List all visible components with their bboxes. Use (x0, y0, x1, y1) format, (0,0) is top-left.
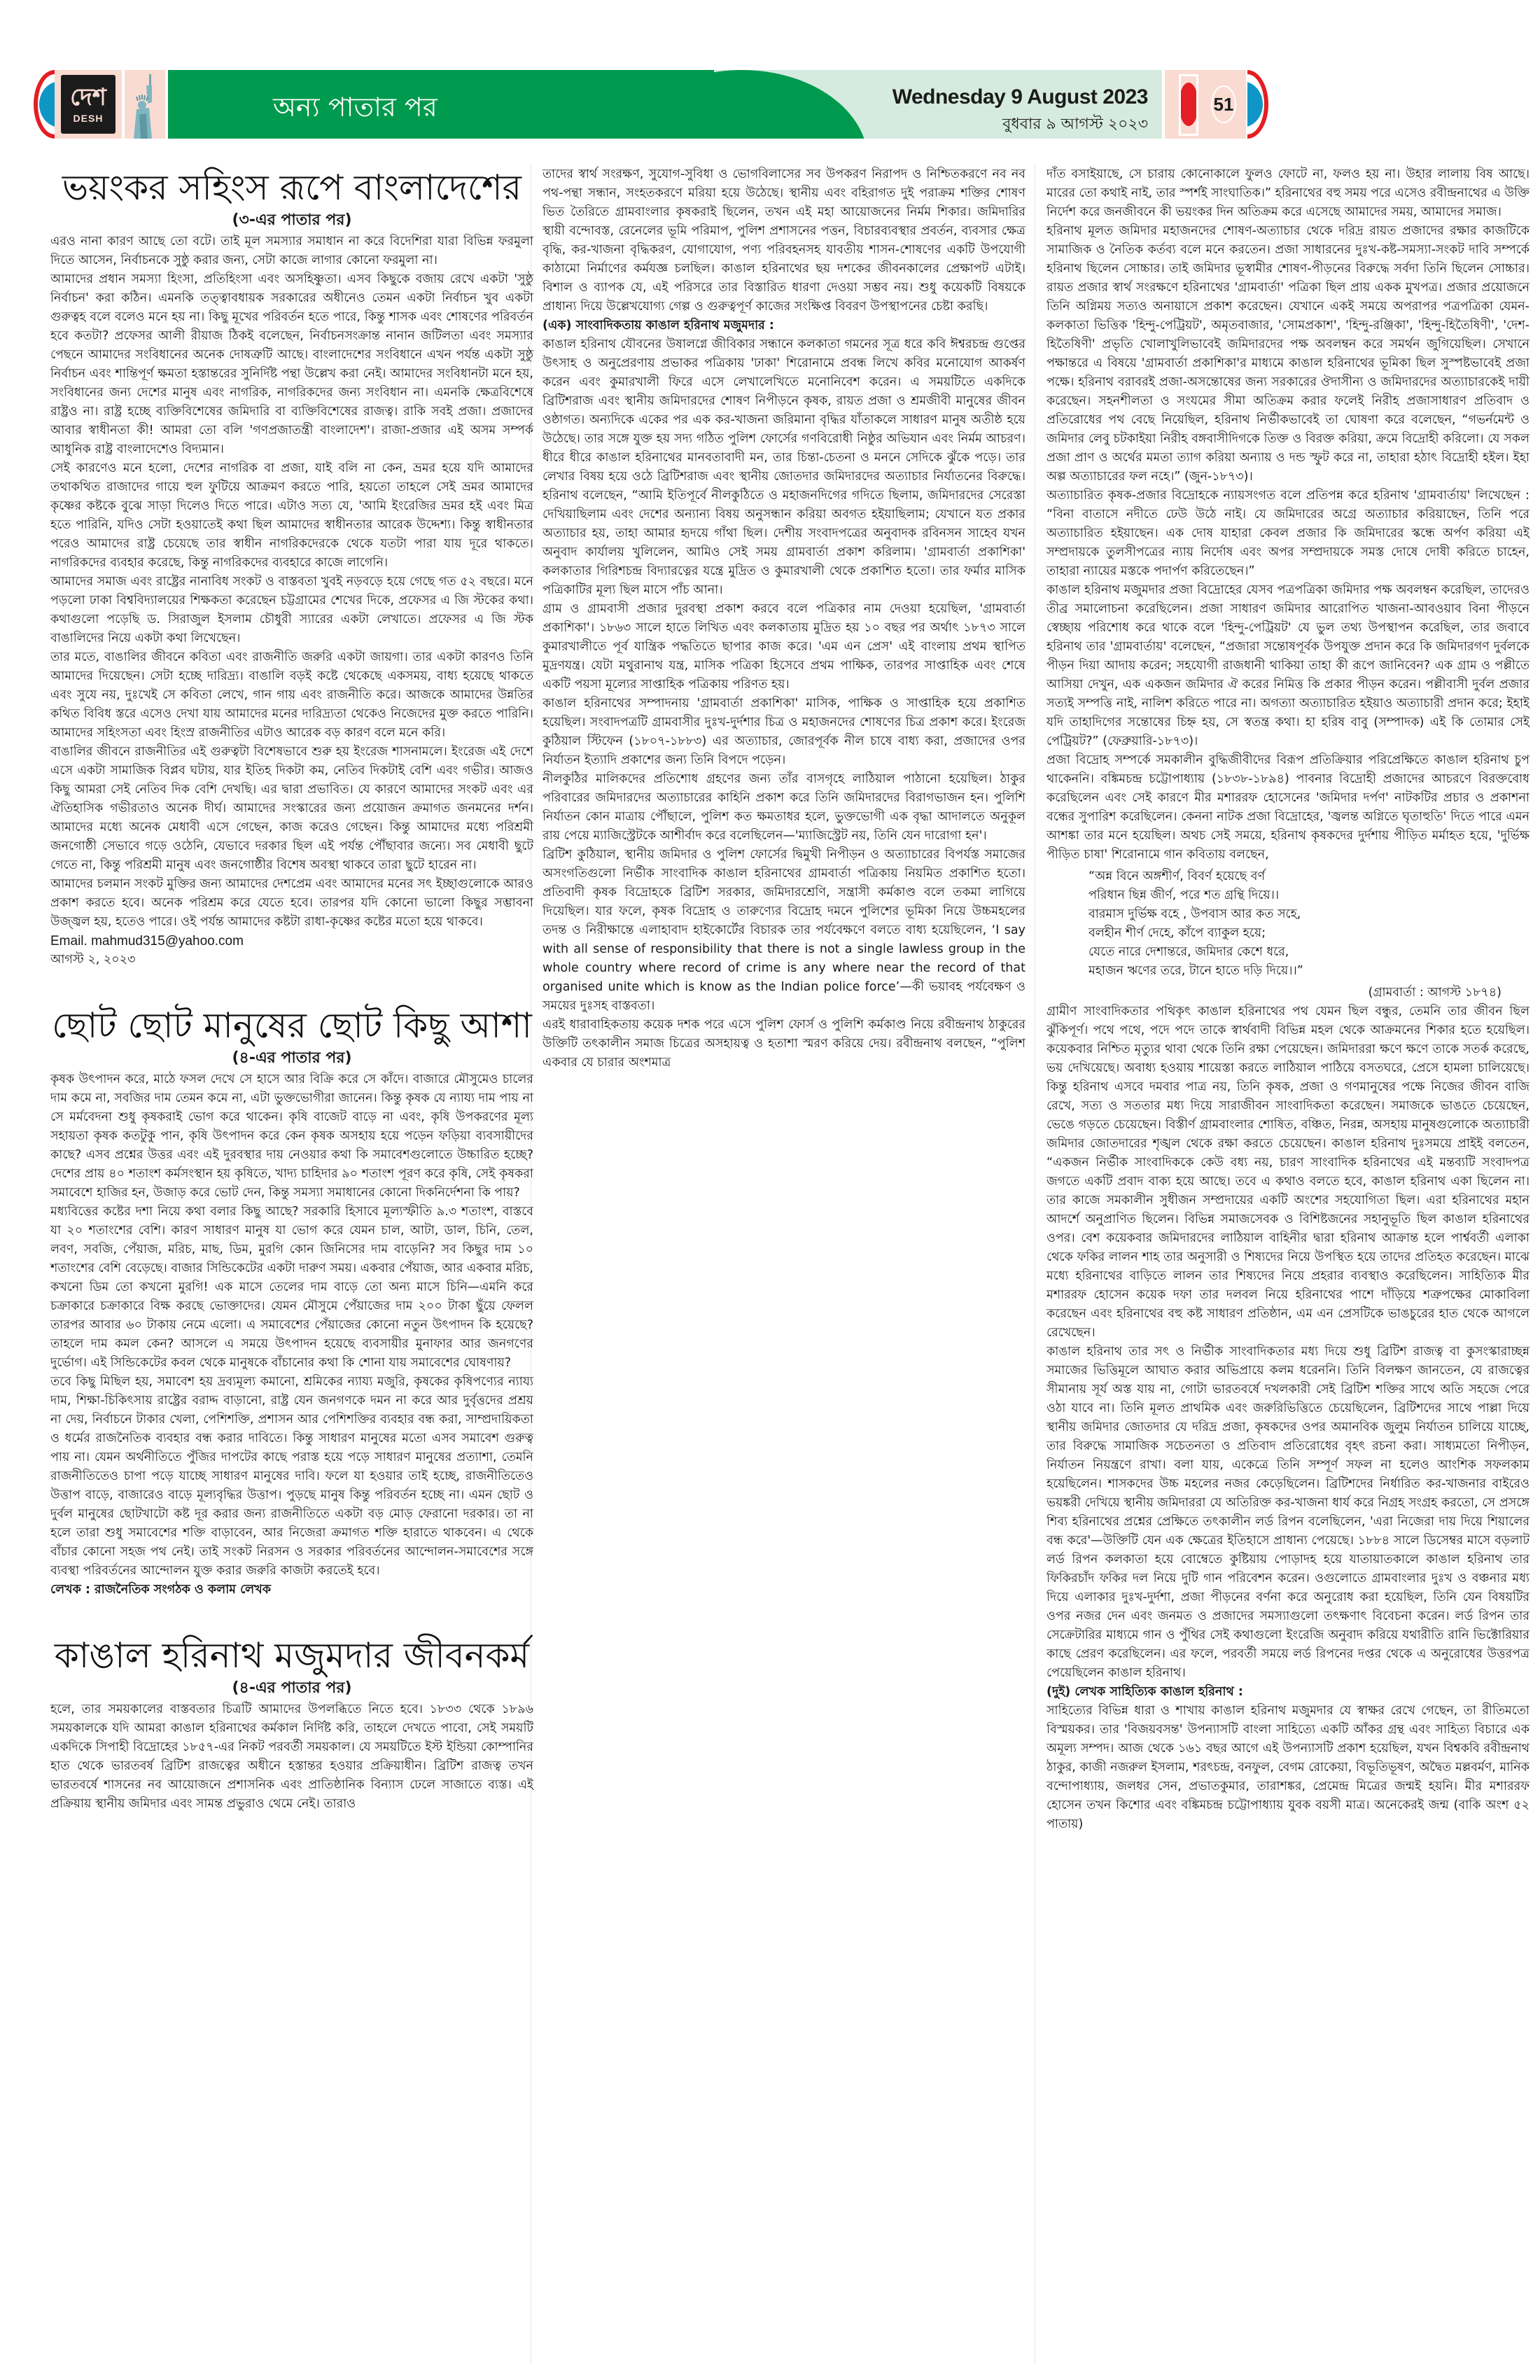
column-2 (542, 165, 1026, 1072)
article-paragraph: প্রজা বিদ্রোহ সম্পর্কে সমকালীন বুদ্ধিজীবীদের বিরূপ প্রতিক্রিয়ার পরিপ্রেক্ষিতে কাঙাল হরিনাথ চুপ থাকেননি। বঙ্কিমচন্দ্র চট্টোপাধ্যায় (১৮৩৮-১৮৯৪) পাবনার বিদ্রোহী প্রজাদের আচরণে বিরক্তবোধ করেছিলেন এবং সেই কারণে মীর মশাররফ হোসেনের 'জমিদার দর্পণ' নাটকটির প্রচার ও প্রকাশনা বন্ধের সুপারিশ করেছিলেন। কেননা নাটক প্রজা বিদ্রোহের, 'জ্বলন্ত অগ্নিতে ঘৃতাহুতি' দিতে পারে এমন আশঙ্কা তার মনে হয়েছিল। অথচ সেই সময়ে, হরিনাথ কৃষকদের দুর্দশায় পীড়িত মর্মাহত হয়ে, 'দুর্ভিক্ষ পীড়িত চাষা' শিরোনামে গান কবিতায় বলছেন, (1046, 753, 1530, 862)
article-violent-bangladesh (50, 165, 533, 969)
article-paragraph: অত্যাচারিত কৃষক-প্রজার বিদ্রোহকে ন্যায়সংগত বলে প্রতিপন্ন করে হরিনাথ 'গ্রামবার্তায়' লিখেছেন : “বিনা বাতাসে নদীতে ঢেউ উঠে নাই। যে জমিদারের অগ্রে অত্যাচার করিয়াছেন, তিনি পরে অত্যাচারিত হইয়াছেন। এক দোষ যাহারা কেবল প্রজার কি জমিদারের স্কন্ধে অর্পণ করিয়া এই সম্প্রদায়কে তুলসীপত্রের ন্যায় নির্দোষ এবং অপর সম্প্রদায়কে সমস্ত দোষে দোষী করিতে চাহেন, তাহারা ন্যায়ের মস্তকে পদার্পণ করিতেছেন।” (1046, 489, 1530, 578)
poem-line: যেতে নারে দেশান্তরে, জমিদার কেশে ধরে, (1088, 945, 1289, 959)
poem-quote (1046, 867, 1530, 981)
article-small-hopes (50, 1003, 533, 1600)
poem-line: “অন্ন বিনে অঙ্গশীর্ণ, বিবর্ণ হয়েছে বর্ণ (1088, 869, 1266, 883)
article-headline: ছোট ছোট মানুষের ছোট কিছু আশা (52, 1005, 532, 1046)
article-paragraph: নীলকুঠির মালিকদের প্রতিশোধ গ্রহণের জন্য তাঁর বাসগৃহে লাঠিয়াল পাঠানো হয়েছিল। ঠাকুর পরিবারের জমিদারদের অত্যাচারের কাহিনি প্রকাশ করে তিনি জমিদারদের বিরাগভাজন হন। পুলিশি নির্যাতন কোন মাত্রায় পৌঁছালে, পুলিশ কত ক্ষমতাধর হলে, ভুক্তভোগী এক বৃদ্ধা আদালতে অনুকূল রায় পেয়ে ম্যাজিস্ট্রেটকে আশীর্বাদ করে বলেছিলেন—'ম্যাজিস্ট্রেট নয়, তিনি যেন দারোগা হন'। (542, 772, 1026, 843)
article-paragraph: গ্রামীণ সাংবাদিকতার পথিকৃৎ কাঙাল হরিনাথের পথ যেমন ছিল বন্ধুর, তেমনি তার জীবন ছিল ঝুঁকিপূর্ণ। পথে পথে, পদে পদে তাকে স্বার্থবাদী বিভিন্ন মহল থেকে আক্রমনের শিকার হতে হয়েছিল। কয়েকবার নিশ্চিত মৃত্যুর থাবা থেকে তিনি রক্ষা পেয়েছেন। জমিদাররা ক্ষণে ক্ষণে তাকে সতর্ক করেছে, ভয় দেখিয়েছে। অবাধ্য হওয়ায় শায়েস্তা করতে লাঠিয়াল পাঠিয়ে বসতঘরে, প্রেসে হামলা চালিয়েছে। কিন্তু হরিনাথ এসবে দমবার পাত্র নয়, তিনি কৃষক, প্রজা ও গণমানুষের পক্ষে নিজের জীবন বাজি রেখে, সত্য ও সততার মধ্য দিয়ে সারাজীবন সাংবাদিকতা করেছেন। সমাজকে ভাঙতে চেয়েছেন, ভেঙে গড়তে চেয়েছেন। বিস্তীর্ণ গ্রামবাংলার শোষিত, বঞ্চিত, নিরন্ন, অসহায় মানুষগুলোকে অত্যাচারী জমিদার জোতদারের শৃঙ্খল থেকে রক্ষা করতে চেয়েছেন। কাঙাল হরিনাথ দুঃসময়ে প্রাইই বলতেন, “একজন নির্ভীক সাংবাদিককে কেউ বধ্য নয়, চারণ সাংবাদিক হরিনাথের এই মন্তব্যটি সংবাদপত্র জগতে একটি প্রবাদ বাক্য হয়ে আছে। তবে এ কথাও বলতে হবে, কাঙাল হরিনাথ একা ছিলেন না। তার কাজে সমকালীন সুধীজন সম্প্রদায়ের একটি অংশের সহযোগিতা ছিল। এরা হরিনাথের মহান আদর্শে অনুপ্রাণিত ছিলেন। বিভিন্ন সমাজসেবক ও বিশিষ্টজনের সহানুভূতি ছিল কাঙাল হরিনাথের ওপর। বেশ কয়েকবার জমিদারদের লাঠিয়াল বাহিনীর দ্বারা হরিনাথ আক্রান্ত হলে পার্শ্ববর্তী এলাকা থেকে ফকির লালন শাহ তার অনুসারী ও শিষ্যদের নিয়ে উপস্থিত হয়ে তাদের প্রতিহত করেছেন। মাঝে মধ্যে হরিনাথের বাড়িতে লালন তার শিষ্যদের নিয়ে প্রহরার ব্যবস্থাও করেছিলেন। সাহিত্যিক মীর মশাররফ হোসেন কয়েক দফা তার দলবল নিয়ে হরিনাথের পাশে দাঁড়িয়ে শত্রুপক্ষের মোকাবিলা করেছেন এবং হরিনাথের বহু কষ্ট সাধারণ প্রতিষ্ঠান, এম এন প্রেসটিকে ভাঙচুরের হাত থেকে আগলে রেখেছেন। (1046, 1004, 1530, 1340)
continued-from: (৪-এর পাতার পর) (232, 1049, 352, 1067)
article-paragraph: আমাদের চলমান সংকট মুক্তির জন্য আমাদের দেশপ্রেম এবং আমাদের মনের সৎ ইচ্ছাগুলোকে আরও প্রকাশ করতে হবে। অনেক পরিশ্রম করে যেতে হবে। তারপর যদি কোনো ভালো কিছুর সম্ভাবনা উজ্জ্বল হয়, হতেও পারে। ওই পর্যন্ত আমাদের কষ্টটা রাধা-কৃষ্ণের কষ্টের মতো হয়ে থাকবে। (50, 877, 533, 929)
newspaper-logo[interactable] (55, 70, 122, 139)
statue-of-liberty-icon (125, 70, 165, 139)
article-paragraph: হরিনাথ মূলত জমিদার মহাজনদের শোষণ-অত্যাচার থেকে দরিদ্র রায়ত প্রজাদের রক্ষার কাজটিকে সামাজিক ও নৈতিক কর্তব্য বলে মনে করতেন। প্রজা সাধারনের দুঃখ-কষ্ট-সমস্যা-সংকট দাবি সম্পর্কে হরিনাথ ছিলেন সোচ্চার। তাই জমিদার ভূস্বামীর শোষণ-পীড়নের বিরুদ্ধে সর্বদা তিনি ছিলেন সোচ্চার। রায়ত প্রজার স্বার্থ সংরক্ষণে হরিনাথের 'গ্রামবার্তা' পত্রিকা ছিল প্রায় একক মুখপত্র। প্রজার প্রয়োজনে তিনি অগ্নিময় সত্যও অনায়াসে প্রকাশ করেছেন। যেখানে একই সময়ে অপরাপর পত্রপত্রিকা যেমন-কলকাতা ভিত্তিক 'হিন্দু-পেট্রিয়ট', অমৃতবাজার, 'সোমপ্রকাশ', 'হিন্দু-রঞ্জিকা', 'হিন্দু-হিতৈষিণী', 'দেশ-হিতৈষিণী' প্রভৃতি খোলাখুলিভাবেই জমিদারদের পক্ষ অবলম্বন করে সমর্থন জুগিয়েছিল। সেখানে পক্ষান্তরে এ বিষয়ে 'গ্রামবার্তা প্রকাশিকা'র মাধ্যমে কাঙাল হরিনাথের ভূমিকা ছিল সুস্পষ্টভাবেই প্রজা পক্ষে। হরিনাথ বরাবরই প্রজা-অসন্তোষের জন্য সরকারের ঔদাসীন্য ও জমিদারদের অত্যাচারকেই দায়ী করেছেন। সহনশীলতা ও সংযমের সীমা অতিক্রম করার ফলেই নিরীহ প্রজাসাধারণ প্রতিবাদ ও প্রতিরোধের পথ বেছে নিয়েছিল, হরিনাথ নির্ভীকভাবেই তা ঘোষণা করে বলেছেন, “গভর্নমেন্ট ও জমিদার লেবু চটকাইয়া নিরীহ বঙ্গবাসীদিগকে তিক্ত ও বিরক্ত করিয়া, ক্রমে বিদ্রোহী করিলো। যে সকল প্রজা প্রাণ ও অর্থের মমতা ত্যাগ করিয়া অন্যায় ও দন্ড স্ফুট করে না, তাহারা হঠাৎ বিদ্রোহী হইল। ইহা অল্প অত্যাচারের ফল নহে।” (জুন-১৮৭৩)। (1046, 224, 1530, 484)
page-number-box (1165, 70, 1246, 139)
poem-line: মহাজন ঋণের তরে, টানে হাতে দড়ি দিয়ে।।” (1088, 964, 1303, 978)
date-english: Wednesday 9 August 2023 (892, 85, 1148, 108)
left-ring-ornament (34, 70, 55, 139)
article-paragraph: হলে, তার সময়কালের বাস্তবতার চিত্রটি আমাদের উপলব্ধিতে নিতে হবে। ১৮৩৩ থেকে ১৮৯৬ সময়কালকে যদি আমরা কাঙাল হরিনাথের কর্মকাল নির্দিষ্ট করি, তাহলে দেখতে পাবো, সেই সময়টি একদিকে সিপাহী বিদ্রোহের ১৮৫৭-এর নিকট পরবর্তী সময়কাল। যে সময়টিতে ইস্ট ইন্ডিয়া কোম্পানির হাত থেকে ভারতবর্ষ ব্রিটিশ রাজত্বের অধীনে হস্তান্তর হওয়ার প্রক্রিয়াধীন। ব্রিটিশ রাজত্ব তখন ভারতবর্ষে শাসনের নব আয়োজনে প্রশাসনিক এবং প্রাতিষ্ঠানিক বিন্যাস ঢেলে সাজাতে ব্যস্ত। এই প্রক্রিয়ায় স্থানীয় জমিদার এবং সামন্ত প্রভুরাও থেমে নেই। তারাও (50, 1702, 533, 1811)
article-headline: ভয়ংকর সহিংস রূপে বাংলাদেশের (62, 167, 522, 208)
article-headline: কাঙাল হরিনাথ মজুমদার জীবনকর্ম (54, 1635, 530, 1676)
dateline: আগস্ট ২, ২০২৩ (50, 953, 136, 967)
article-paragraph: তাদের স্বার্থ সংরক্ষণ, সুযোগ-সুবিধা ও ভোগবিলাসের সব উপকরণ নিরাপদ ও নিশ্চিতকরণে নব নব পথ-পন্থা সন্ধান, সংহতকরণে মরিয়া হয়ে উঠেছে। স্থানীয় এবং বহিরাগত দুই পরাক্রম শক্তির শোষণ ভিত তৈরিতে গ্রামবাংলার কৃষকরাই ছিলেন, তখন এই মহা আয়োজনের নির্মম শিকার। জমিদারির স্থায়ী বন্দোবস্ত, রেনেলের ভূমি পরিমাপ, পুলিশ প্রশাসনের পত্তন, বিচারব্যবস্থার প্রবর্তন, ব্যবসার ক্ষেত্র বৃদ্ধি, কর-খাজনা বৃদ্ধিকরণ, যোগাযোগ, পণ্য পরিবহনসহ যাবতীয় শাসন-শোষণের একটি উপযোগী কাঠামো নির্মাণের কর্মযজ্ঞ চলছিল। কাঙাল হরিনাথের ছয় দশকের জীবনকালের প্রেক্ষাপট এটাই। বিশাল ও ব্যাপক যে, এই পরিসরে তার বিস্তারিত ধারণা দেওয়া সম্ভব নয়। শুধু কয়েকটি বিষয়কে প্রাধান্য দিয়ে উল্লেখযোগ্য গেল্প ও গুরুত্বপূর্ণ কাজের সংক্ষিপ্ত বিবরণ উপস্থাপনের চেষ্টা করছি। (542, 167, 1026, 314)
continued-from: (৪-এর পাতার পর) (232, 1679, 352, 1697)
poem-line: পরিধান ছিন্ন জীর্ণ, পরে শত গ্রন্থি দিয়ে।। (1088, 888, 1280, 902)
section-title: অন্য পাতার পর (273, 92, 438, 122)
article-paragraph: মধ্যবিত্তের কষ্টের দশা নিয়ে কথা বলার কিছু আছে? সরকারি হিসাবে মূল্যস্ফীতি ৯.৩ শতাংশ, বাস্তবে যা ২০ শতাংশের বেশি। কারণ সাধারণ মানুষ যা ভোগ করে যেমন চাল, আটা, ডাল, চিনি, তেল, লবণ, সবজি, পেঁয়াজ, মরিচ, মাছ, ডিম, মুরগি কোন জিনিসের দাম বাড়েনি? সব কিছুর দাম ১০ শতাংশের বেশি বেড়েছে। বাজার সিন্ডিকেটের একটা দারুণ সময়। একবার পেঁয়াজ, আর একবার মরিচ, কখনো ডিম তো কখনো মুরগি! এক মাসে তেলের দাম বাড়ে তো অন্য মাসে চিনি—এমনি করে চক্রাকারে চক্রাকারে বিক্ষ করছে ভোক্তাদের। যেমন মৌসুমে পেঁয়াজের দাম ২০০ টাকা ছুঁয়ে ফেলল তারপর আবার ৬০ টাকায় নেমে এলো। এ সমাবেশের পেঁয়াজের কোনো নতুন উৎপাদন কি হয়েছে? তাহলে দাম কমল কেন? আসলে এ সময়ে উৎপাদন হয়েছে ব্যবসায়ীর মুনাফার আর জনগণের দুর্ভোগ। এই সিন্ডিকেটের কবল থেকে মানুষকে বাঁচানোর কথা কি শোনা যায় সমাবেশের ঘোষণায়? (50, 1205, 533, 1370)
article-paragraph: কাঙাল হরিনাথ মজুমদার প্রজা বিদ্রোহের যেসব পত্রপত্রিকা জমিদার পক্ষ অবলম্বন করেছিল, তাদেরও তীব্র সমালোচনা করেছিলেন। প্রজা সাধারণ জমিদার আরোপিত খাজনা-আবওয়াব বিনা পীড়নে স্বেচ্ছায় পরিশোধ করে থাকে বলে 'হিন্দু-পেট্রিয়ট' যে ভুল তথ্য উপস্থাপন করেছিল, তার জবাবে হরিনাথ তার 'গ্রামবার্তায়' বলেছেন, “প্রজারা সন্তোষপূর্বক উপযুক্ত প্রদান করে কি জমিদারগণ দুর্বলকে পীড়ন দিয়া আদায় করেন; সহযোগী রাজধানী থাকিয়া তাহা কী রূপে জানিবেন? এক গ্রাম ও পল্লীতে আসিয়া দেখুন, এক একজন জমিদার ঐ করের নিমিত্ত কি প্রকার পীড়ন করেন। পল্লীবাসী দুর্বল প্রজার সত্যই সম্পত্তি নাই, নালিশ করিতে পারে না। অগত্যা অত্যাচারিত হইয়াও অত্যাচারী প্রদান করে; ইহাই যদি তাহাদিগের সন্তোষের চিহ্ন হয়, সে স্বতন্ত্র কথা। হা হরিষ বাবু (সম্পাদক) এই কি তোমার সেই পেট্রিয়ট?” (ফেব্রুয়ারি-১৮৭৩)। (1046, 583, 1530, 748)
article-paragraph: কাঙাল হরিনাথ যৌবনের উষালগ্নে জীবিকার সন্ধানে কলকাতা গমনের সূত্র ধরে কবি ঈশ্বরচন্দ্র গুপ্তের উৎসাহ ও অনুপ্রেরণায় প্রভাকর পত্রিকায় 'ঢাকা' শিরোনামে প্রবন্ধ লিখে কবির মনোযোগ আকর্ষণ করেন এবং কুমারখালী ফিরে এসে লেখালেখিতে মনোনিবেশ করেন। এ সময়টিতে একদিকে ব্রিটিশরাজ এবং স্থানীয় জমিদারদের শোষণ নিপীড়নে কৃষক, রায়ত প্রজা ও শ্রমজীবী মানুষের জীবন ওষ্ঠাগত। অন্যদিকে একের পর এক কর-খাজনা জরিমানা বৃদ্ধির যাঁতাকলে সাধারণ মানুষ অতীষ্ঠ হয়ে উঠেছে। তার সঙ্গে যুক্ত হয় সদ্য গঠিত পুলিশ ফোর্সের গণবিরোধী নিষ্ঠুর অভিযান এবং নির্মম আচরণ। ধীরে ধীরে কাঙাল হরিনাথের মানবতাবাদী মন, তার চিন্তা-চেতনা ও মননে সেদিকে ঝুঁকে পড়ে। তার লেখার বিষয় হয়ে ওঠে ব্রিটিশরাজ এবং স্থানীয় জোতদার জমিদারদের অত্যাচার নির্যাতনের বিরুদ্ধে। হরিনাথ বলেছেন, “আমি ইতিপূর্বে নীলকুঠিতে ও মহাজনদিগের গদিতে ছিলাম, জমিদারদের সেরেস্তা দেখিয়াছিলাম এবং দেশের অন্যান্য বিষয় অনুসন্ধান করিয়া অবগত হইয়াছিলাম; যেখানে যত প্রকার অত্যাচার হয়, তাহা আমার হৃদয়ে গাঁথা ছিল। দেশীয় সংবাদপত্রের অনুবাদক রবিনসন সাহেব যখন অনুবাদ কার্যালয় খুলিলেন, আমিও সেই সময় গ্রামবার্তা প্রকাশ করিলাম। 'গ্রামবার্তা প্রকাশিকা' কলকাতার গিরিশচন্দ্র বিদ্যারত্নের যন্ত্রে মুদ্রিত ও কুমারখালী থেকে প্রকাশিত হতো। তার ফর্মার মাসিক পত্রিকাটির মূল্য ছিল মাসে পাঁচ আনা। (542, 337, 1026, 597)
continued-from: (৩-এর পাতার পর) (232, 211, 352, 229)
column-3 (1046, 165, 1530, 1834)
article-kangal-harinath (50, 1633, 533, 1814)
article-paragraph: দাঁত বসাইয়াছে, সে চারায় কোনোকালে ফুলও ফোটে না, ফলও হয় না। উহার লালায় বিষ আছে। মারের তো কথাই নাই, তার স্পর্শই সাংঘাতিক।” হরিনাথের বহু সময় পরে এসেও রবীন্দ্রনাথের এ উক্তি নির্দেশ করে জনজীবনে কী ভয়ংকর দিন অতিক্রম করে এসেছে আমাদের সময়, আমাদের সমাজ। (1046, 167, 1530, 219)
article-paragraph: বাঙালির জীবনে রাজনীতির এই গুরুত্বটা বিশেষভাবে শুরু হয় ইংরেজ শাসনামলে। ইংরেজ এই দেশে এসে একটা সামাজিক বিপ্লব ঘটায়, যার ইতিহ দিকটা কম, নেতিব দিকটাই বেশি এবং গভীর। আজও কিছু আমরা সেই নেতিব দিক বেশি দেখছি। এর দ্বারা প্রভাবিত। যে কারণে আমাদের সংকট এবং এর ঐতিহাসিক গভীরতাও অনেক দীর্ঘ। আমাদের সংস্কারের জন্য প্রয়োজন ক্রমাগত জনমনের দর্শন। আমাদের মধ্যে অনেক মেধাবী এসে গেছেন, কাজ করেও গেছেন। কিন্তু আমাদের মধ্যে পরিশ্রমী জনগোষ্ঠী সেভাবে গড়ে ওঠেনি, যেভাবে দরকার ছিল এই পর্যন্ত পৌঁছাবার জন্যে। সব মেধাবী ছুটে গেতে না, কিন্তু পরিশ্রমী মানুষ এবং জনগোষ্ঠীর বিশেষ অবস্থা থাকবে তারা ছুটে হারেন না। (50, 745, 533, 872)
article-paragraph: ব্রিটিশ কুঠিয়াল, স্থানীয় জমিদার ও পুলিশ ফোর্সের দ্বিমুখী নিপীড়ন ও অত্যাচারের বিপর্যস্ত সমাজের অসংগতিগুলো নির্ভীক সাংবাদিক কাঙাল হরিনাথের গ্রামবার্তা পত্রিকায় নিয়মিত প্রকাশিত হতো। প্রতিবাদী কৃষক বিদ্রোহকে ব্রিটিশ সরকার, জমিদারশ্রেণি, সন্ত্রাসী কর্মকাণ্ড বলে তকমা লাগিয়ে দিয়েছিল। যার ফলে, কৃষক বিদ্রোহ ও তারুণ্যের বিদ্রোহ দমনে পুলিশের ভূমিকা নিয়ে উচ্চমহলের তদন্ত ও নিরীক্ষান্তে এলাহাবাদ হাইকোর্টের বিচারক তার পর্যবেক্ষণে বলতে বাধ্য হয়েছিলেন, ‘I say with all sense of responsibility that there is not a single lawless group in the whole country where record of crime is any where near the record of that organised unite which is know as the Indian police force’—কী ভয়াবহ পর্যবেক্ষণ ও সময়ের দুঃসহ বাস্তবতা। (542, 848, 1026, 1013)
logo-subtext: DESH (73, 113, 104, 124)
page-number: 51 (1211, 85, 1236, 123)
article-paragraph: তার মতে, বাঙালির জীবনে কবিতা এবং রাজনীতি জরুরি একটা জায়গা। তার একটা কারণও তিনি আমাদের দিয়েছেন। সেটা হচ্ছে দারিদ্র্য। বাঙালি বড়ই কষ্টে থেকেছে একসময়, বাধ্য হয়েছে থাকতে এবং সুযে নয়, দুঃখেই সে কবিতা লেখে, গান গায় এবং রাজনীতি করে। আজকে আমাদের উন্নতির কথিত বিবিধ স্তরে এসেও দেখা যায় আমাদের মনের দারিদ্র্যতা থেকেও নিজেদের মুক্ত করতে পারিনি। আমাদের সহিংসতা এবং হিংস্র রাজনীতির এটাও আরেক বড় কারণ বলে মনে করি। (50, 650, 533, 740)
article-paragraph: কাঙাল হরিনাথের সম্পাদনায় 'গ্রামবার্তা প্রকাশিকা' মাসিক, পাক্ষিক ও সাপ্তাহিক হয়ে প্রকাশিত হয়েছিল। সংবাদপত্রটি গ্রামবাসীর দুঃখ-দুর্দশার চিত্র ও মহাজনদের শোষণের চিত্র প্রকাশ করে। ইংরেজ কুঠিয়াল স্টিফেন (১৮০৭-১৮৮৩) এর অত্যাচার, জোরপূর্বক নীল চাষে বাধ্য করা, প্রজাদের ওপর নির্যাতন ইত্যাদি প্রকাশের জন্য তিনি বিপদে পড়েন। (542, 696, 1026, 767)
article-paragraph: কাঙাল হরিনাথ তার সৎ ও নির্ভীক সাংবাদিকতার মধ্য দিয়ে শুধু ব্রিটিশ রাজত্ব বা কুসংস্কারাচ্ছন্ন সমাজের ভিত্তিমূলে আঘাত করার অভিপ্রায়ে কলম ধরেননি। তিনি বিলক্ষণ জানতেন, যে রাজত্বের সীমানায় সূর্য অস্ত যায় না, গোটা ভারতবর্ষে দখলকারী সেই ব্রিটিশ শক্তির সাথে অতি সহজে পেরে ওঠা যাবে না। তিনি মূলত প্রাথমিক এবং জরুরিভিত্তিতে চেয়েছিলেন, ব্রিটিশদের সাথে পাল্লা দিয়ে স্থানীয় জমিদার জোতদার যে দরিদ্র প্রজা, কৃষকদের ওপর অমানবিক জুলুম নির্যাতন চালিয়ে যাচ্ছে, তার বিরুদ্ধে সামাজিক সচেতনতা ও প্রতিবাদ প্রতিরোধের বৃহৎ রচনা করা। সাধ্যমতো নিপীড়ন, নির্যাতন নিয়ন্ত্রণে রাখা। বলা যায়, একেত্রে তিনি সম্পূর্ণ সফল না হলেও আংশিক সফলকাম হয়েছিলেন। শাসকদের উচ্চ মহলের নজর কেড়েছিলেন। ব্রিটিশদের নির্ধারিত কর-খাজনার বাইরেও ভয়ঙ্করী দেখিয়ে স্থানীয় জমিদাররা যে অতিরিক্ত কর-খাজনা ধার্য করে নিগ্রহ সংগ্রহ করতো, সে প্রসঙ্গে শিব্য হরিনাথের প্রশ্নের প্রেক্ষিতে তৎকালীন লর্ড রিপন বলেছিলেন, 'এরা নিজেরা দায় দিয়ে শিয়ালের বন্ধ করে'—উক্তিটি যেন এক ক্ষেত্রের ইতিহাসে প্রাধান্য পেয়েছে। ১৮৮৪ সালে ডিসেম্বর মাসে বড়লাট লর্ড রিপন কলকাতা হয়ে বোম্বেতে কুষ্টিয়ায় পোড়াদহ হয়ে যাতায়াতকালে কাঙাল হরিনাথ তার ফিকিরচাঁদ ফকির দল নিয়ে দুটি গান পরিবেশন করেন। ওগুলোতে গ্রামবাংলার দুঃখ ও বঞ্চনার মধ্য দিয়ে এলাকার দুঃখ-দুর্দশা, প্রজা পীড়নের বর্ণনা করে অনুরোধ করা হয়েছিল, তিনি যেন বিষয়টির ওপর নজর দেন এবং জনমত ও প্রজাদের সমস্যাগুলো তৎক্ষণাৎ বিবেচনা করেন। লর্ড রিপন তার সেক্রেটারির মাধ্যমে গান ও পুঁথির সেই কথাগুলো ইংরেজি অনুবাদ করিয়ে যথারীতি রানি ভিক্টোরিয়ার কাছে প্রেরণ করেছিলেন। এর ফলে, পরবর্তী সময়ে লর্ড রিপনের দপ্তর থেকে এ অনুরোধের উত্তরপত্র পেয়েছিলেন কাঙাল হরিনাথ। (1046, 1345, 1530, 1680)
section-subhead: (দুই) লেখক সাহিত্যিক কাঙাল হরিনাথ : (1046, 1685, 1243, 1699)
poem-line: বারমাস দুর্ভিক্ষ বহে , উপবাস আর কত সহে, (1088, 907, 1301, 921)
author-byline: লেখক : রাজনৈতিক সংগঠক ও কলাম লেখক (50, 1583, 271, 1597)
logo-text: দেশ (70, 84, 106, 111)
column-1 (50, 165, 533, 1847)
right-ring-ornament (1247, 70, 1268, 139)
date-bengali: বুধবার ৯ আগস্ট ২০২৩ (1002, 115, 1148, 133)
header-band (168, 70, 1162, 139)
article-paragraph: সাহিত্যের বিভিন্ন ধারা ও শাখায় কাঙাল হরিনাথ মজুমদার যে স্বাক্ষর রেখে গেছেন, তা রীতিমতো বিস্ময়কর। তার 'বিজয়বসন্ত' উপন্যাসটি বাংলা সাহিত্যে একটি আঁকর গ্রন্থ এবং সাহিত্য বিচারে এক অমূল্য সম্পদ। আজ থেকে ১৬১ বছর আগে এই উপন্যাসটি প্রকাশ হয়েছিল, যখন বিশ্বকবি রবীন্দ্রনাথ ঠাকুর, কাজী নজরুল ইসলাম, শরৎচন্দ্র, বনফুল, বেগম রোকেয়া, বিভূতিভূষণ, অদ্বৈত মল্লবর্মণ, মানিক বন্দোপাধ্যায়, জলধর সেন, প্রভাতকুমার, তারাশঙ্কর, প্রেমেন্দ্র মিত্রের জন্মই হয়নি। মীর মশাররফ হোসেন তখন কিশোর এবং বঙ্কিমচন্দ্র চট্টোপাধ্যায় যুবক বয়সী মাত্র। অনেকেরই জন্ম (বাকি অংশ ৫২ পাতায়) (1046, 1704, 1530, 1831)
article-paragraph: গ্রাম ও গ্রামবাসী প্রজার দুরবস্থা প্রকাশ করবে বলে পত্রিকার নাম দেওয়া হয়েছিল, 'গ্রামবার্তা প্রকাশিকা'। ১৮৬৩ সালে হাতে লিখিত এবং কলকাতায় মুদ্রিত হয় ১০ বছর পর অর্থাৎ ১৮৭৩ সালে কুমারখালীতে পূর্ব যান্ত্রিক পদ্ধতিতে ছাপার কাজ করে। 'এম এন প্রেস' এই বাংলায় প্রথম স্থাপিত মুদ্রণযন্ত্র। যেটা মথুরানাথ যন্ত্র, মাসিক পত্রিকা হিসেবে প্রথম পাক্ষিক, তারপর সাপ্তাহিক এবং শেষে একটি পয়সা মূল্যের সাপ্তাহিক পত্রিকায় পরিণত হয়। (542, 602, 1026, 692)
article-paragraph: তবে কিছু মিছিল হয়, সমাবেশ হয় দ্রব্যমূল্য কমানো, শ্রমিকের ন্যায্য মজুরি, কৃষকের কৃষিপণ্যের ন্যায্য দাম, শিক্ষা-চিকিৎসায় রাষ্ট্রের বরাদ্দ বাড়ানো, রাষ্ট্র যেন জনগণকে দমন না করে আর দুর্বৃত্তদের প্রশ্রয় না দেয়, নির্বাচনে টাকার খেলা, পেশিশক্তি, প্রশাসন আর পেশিশক্তির ব্যবহার বন্ধ করা, সাম্প্রদায়িকতা ও ধর্মের রাজনৈতিক ব্যবহার বন্ধ করার দাবিতে। কিন্তু সাধারণ মানুষের মতো এসব সমাবেশ গুরুত্ব পায় না। যেমন অর্থনীতিতে পুঁজির দাপটের কাছে পরাস্ত হয়ে পড়ে সাধারণ মানুষের প্রত্যাশা, তেমনি রাজনীতিতেও চাপা পড়ে যাচ্ছে সাধারণ মানুষের দাবি। ফলে যা হওয়ার তাই হচ্ছে, রাজনীতিতেও উত্তাপ বাড়ে, বাজারেও বাড়ে মূল্যবৃদ্ধির উত্তাপ। পুড়ছে মানুষ কিন্তু পরিবর্তন হচ্ছে না। এমন ছোট ও দুর্বল মানুষের ছোটখাটো কষ্ট দূর করার জন্য রাজনীতিতে একটা বড় মোড় ফেরানো দরকার। তা না হলে তারা শুধু সমাবেশের শক্তি বাড়াবেন, আর নিজেরা ক্রমাগত শক্তি হারাতে থাকবেন। এ থেকে বাঁচার কোনো সহজ পথ নেই। তাই সংকট নিরসন ও সরকার পরিবর্তনের আন্দোলন-সমাবেশের সঙ্গে ব্যবস্থা পরিবর্তনের আন্দোলন যুক্ত করার জরুরি কাজটা করতেই হবে। (50, 1375, 533, 1578)
masthead (34, 70, 1504, 139)
poem-line: বলহীন শীর্ণ দেহে, কাঁপে ব্যাকুল হয়ে; (1088, 926, 1266, 940)
article-paragraph: আমাদের সমাজ এবং রাষ্ট্রের নানাবিধ সংকট ও বাস্তবতা খুবই নড়বড়ে হয়ে গেছে গত ৫২ বছরে। মনে পড়লো ঢাকা বিশ্ববিদ্যালয়ের শিক্ষকতা করেছেন চট্টগ্রামের শেখের দিকে, প্রফেসর এ জি স্টকের কথা। কথাগুলো পড়েছি ড. সিরাজুল ইসলাম চৌধুরী স্যারের একটা লেখাতে। প্রফেসর এ জি স্টক বাঙালিদের নিয়ে একটা কথা লিখেছেন। (50, 575, 533, 645)
article-paragraph: এরও নানা কারণ আছে তো বটে। তাই মূল সমস্যার সমাধান না করে বিদেশিরা যারা বিভিন্ন ফরমুলা দিতে আসেন, নির্বাচনকে সুষ্ঠু করার জন্য, সেটা কাজে লাগার কোনো ফরমুলা না। (50, 234, 533, 267)
author-email[interactable]: Email. mahmud315@yahoo.com (50, 934, 244, 948)
article-paragraph: কৃষক উৎপাদন করে, মাঠে ফসল দেখে সে হাসে আর বিক্রি করে সে কাঁদে। বাজারে মৌসুমেও চালের দাম কমে না, সবজির দাম তেমন কমে না, এটা ভুক্তভোগীরা জানেন। কিন্তু কৃষক যে ন্যায্য দাম পায় না সে মর্মবেদনা শুধু কৃষকরাই ভোগ করে থাকেন। কৃষি বাজেট বাড়ে না এবং, কৃষি উপকরণের মূল্য সহায়তা কৃষক কতটুকু পান, কৃষি উৎপাদন করে কেন কৃষক অসহায় হয়ে পড়েন ফড়িয়া ব্যবসায়ীদের কাছে? এসব প্রশ্নের উত্তর এবং এই দুরবস্থার দায় নেওয়ার কথা কি সমাবেশগুলোতে উচ্চারিত হচ্ছে? দেশের প্রায় ৪০ শতাংশ কর্মসংস্থান হয় কৃষিতে, খাদ্য চাহিদার ৯০ শতাংশ পূরণ করে কৃষি, সেই কৃষকরা সমাবেশে হাজির হন, উজাড় করে ভোট দেন, কিন্তু সমস্যা সমাধানের কোনো দিকনির্দেশনা কি পায়? (50, 1072, 533, 1200)
article-paragraph: সেই কারণেও মনে হলো, দেশের নাগরিক বা প্রজা, যাই বলি না কেন, ভ্রমর হয়ে যদি আমাদের তথাকথিত রাজাদের গায়ে হুল ফুটিয়ে আক্রমণ করতে পারি, হয়তো তাহলে সেই ভ্রমর আমাদের কৃষ্ণের কষ্টকে বুঝে সাড়া দিলেও দিতে পারে। এটাও সত্য যে, 'আমি ইংরেজির ভ্রমর হই এবং মিত্র হতে পারিনি, যদিও সেটা হওয়াতেই কথা ছিল আমাদের স্বাধীনতার আরেক উদ্দেশ্য। কিন্তু স্বাধীনতার পরেও আমাদের রাষ্ট্র চেয়েছে তার স্বাধীন নাগরিকদেরকে থেকে যতটা পারা যায় দূরে থাকতে। নাগরিকদের ব্যবহার করেছে, কিন্তু নাগরিকদের ব্যবহারে কাজে লাগেনি। (50, 461, 533, 570)
article-paragraph: আমাদের প্রধান সমস্যা হিংসা, প্রতিহিংসা এবং অসহিষ্ণুতা। এসব কিছুকে বজায় রেখে একটা 'সুষ্ঠু নির্বাচন' করা কঠিন। এমনকি তত্ত্বাবধায়ক সরকারের অধীনেও তেমন একটা নির্বাচন খুব একটা গুরুত্বহ বলে বলেও মনে হয় না। কিছু মূখের পরিবর্তন হতে পারে, কিন্তু শাসক এবং শোষণের পরিবর্তন হবে কতটা? প্রফেসর আলী রীয়াজ ঠিকই বলেছেন, নির্বাচনসংক্রান্ত নানান জটিলতা এবং সমস্যার পেছনে আমাদের সংবিধানের অনেক দোষত্রুটি আছে। বাংলাদেশের সংবিধানে এখন পর্যন্ত একটা সুষ্ঠু নির্বাচন এবং শান্তিপূর্ণ ক্ষমতা হস্তান্তরের সুনির্দিষ্ট পন্থা উল্লেখ করা নেই। আমাদের সংবিধানটা মনে হয়, সংবিধানের জন্য দেশের মানুষ এবং নাগরিক, নাগরিকদের জন্য সংবিধান না। এমনকি ক্ষেত্রবিশেষে রাষ্ট্রও না। রাষ্ট্র হচ্ছে ব্যক্তিবিশেষের জমিদারি বা ব্যক্তিবিশেষের রাজত্ব। রাকি সবই প্রজা। প্রজাদের আবার স্বাধীনতা কী! আমরা তো বলি 'গণপ্রজাতন্ত্রী বাংলাদেশ'। রাজা-প্রজার এই অসম সম্পর্ক আধুনিক রাষ্ট্র বাংলাদেশেও বিদ্যমান। (50, 272, 533, 456)
poem-source: (গ্রামবার্তা : আগস্ট ১৮৭৪) (1368, 986, 1502, 1000)
article-paragraph: এরই ধারাবাহিকতায় কয়েক দশক পরে এসে পুলিশ ফোর্স ও পুলিশি কর্মকাণ্ড নিয়ে রবীন্দ্রনাথ ঠাকুরের উক্তিটি তৎকালীন সমাজ চিত্রের অসহায়ত্ব ও হতাশা স্মরণ করিয়ে দেয়। রবীন্দ্রনাথ বলছেন, “পুলিশ একবার যে চারার অংশমাত্র (542, 1018, 1026, 1070)
section-subhead: (এক) সাংবাদিকতায় কাঙাল হরিনাথ মজুমদার : (542, 318, 774, 332)
